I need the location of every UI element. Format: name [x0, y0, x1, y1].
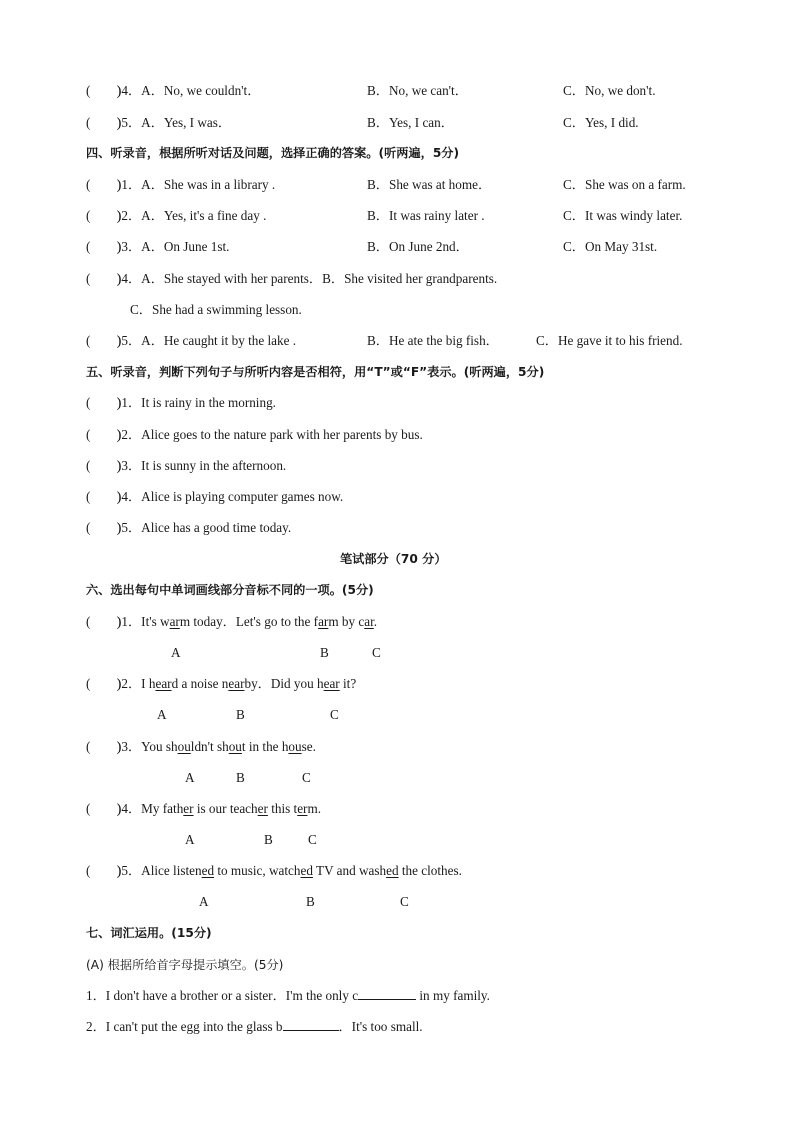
option-a: )4．A．No, we couldn't． [117, 83, 261, 98]
letter-c: C [302, 770, 311, 785]
sentence: )5．Alice listened to music, watched TV and washed the clothes. [117, 863, 462, 878]
section-heading: 五、听录音，判断下列句子与所听内容是否相符，用“T”或“F”表示。(听两遍，5分) [86, 365, 545, 379]
statement-text: )1．It is rainy in the morning. [117, 395, 276, 410]
option-a: )1．A．She was in a library . [117, 177, 276, 192]
question-row [0, 113, 794, 133]
statement-row [0, 456, 794, 476]
sentence: )2．I heard a noise nearby．Did you hear it? [117, 676, 357, 691]
option-b: B．No, we can't． [367, 83, 468, 98]
question-row-continued [0, 300, 794, 320]
question-row [0, 612, 794, 632]
question-row [0, 861, 794, 881]
sentence: )1．It's warm today．Let's go to the farm by car. [117, 614, 378, 629]
sentence: )3．You shouldn't shout in the house. [117, 739, 316, 754]
option-b: B．It was rainy later . [367, 208, 485, 223]
option-c: C．He gave it to his friend. [536, 333, 683, 348]
letter-a: A [171, 645, 181, 660]
letter-a: A [185, 770, 195, 785]
underlined-part: ear [155, 676, 172, 691]
option-b: B．He ate the big fish． [367, 333, 499, 348]
question-row [0, 175, 794, 195]
statement-row [0, 518, 794, 538]
answer-paren: ( ) [86, 239, 122, 254]
option-letters [0, 892, 794, 912]
option-letters [0, 768, 794, 788]
underlined-part: ar [169, 614, 180, 629]
question-row [0, 737, 794, 757]
option-c: C．Yes, I did. [563, 115, 639, 130]
statement-text: )5．Alice has a good time today. [117, 520, 292, 535]
option-a: )2．A．Yes, it's a fine day . [117, 208, 267, 223]
underlined-part: er [183, 801, 194, 816]
option-b: B．Yes, I can． [367, 115, 454, 130]
statement-row [0, 425, 794, 445]
option-c: C．She was on a farm. [563, 177, 686, 192]
section-heading: 七、词汇运用。(15分) [86, 926, 212, 940]
part-title-row [0, 549, 794, 569]
question-row [0, 674, 794, 694]
letter-a: A [157, 707, 167, 722]
answer-paren: ( ) [86, 395, 122, 410]
answer-paren: ( ) [86, 83, 122, 98]
sentence: )4．My father is our teacher this term. [117, 801, 322, 816]
underlined-part: ed [201, 863, 215, 878]
question-row [0, 206, 794, 226]
letter-a: A [199, 894, 209, 909]
letter-c: C [372, 645, 381, 660]
underlined-part: ar [318, 614, 329, 629]
question-row [0, 237, 794, 257]
answer-paren: ( ) [86, 801, 122, 816]
answer-blank[interactable] [283, 1018, 339, 1031]
question-row [0, 799, 794, 819]
answer-paren: ( ) [86, 739, 122, 754]
statement-text: )4．Alice is playing computer games now. [117, 489, 344, 504]
option-c: C．No, we don't. [563, 83, 656, 98]
fill-blank-sentence: 2．I can't put the egg into the glass b ．It's too small. [86, 1019, 423, 1034]
answer-paren: ( ) [86, 333, 122, 348]
fill-blank-row [0, 1017, 794, 1037]
section-heading: 四、听录音，根据所听对话及问题，选择正确的答案。(听两遍，5分) [86, 146, 460, 160]
answer-paren: ( ) [86, 676, 122, 691]
option-c: C．It was windy later. [563, 208, 683, 223]
underlined-part: ed [386, 863, 399, 878]
answer-paren: ( ) [86, 271, 122, 286]
option-c: C．She had a swimming lesson. [130, 302, 302, 317]
option-a: )5．A．He caught it by the lake . [117, 333, 297, 348]
answer-paren: ( ) [86, 208, 122, 223]
statement-row [0, 487, 794, 507]
option-ab: )4．A．She stayed with her parents．B．She visited her grandparents. [117, 271, 498, 286]
underlined-part: er [257, 801, 268, 816]
question-row [0, 331, 794, 351]
underlined-part: ear [228, 676, 245, 691]
underlined-part: ar [364, 614, 374, 629]
answer-paren: ( ) [86, 177, 122, 192]
letter-a: A [185, 832, 195, 847]
answer-paren: ( ) [86, 614, 122, 629]
section-heading: 六、选出每句中单词画线部分音标不同的一项。(5分) [86, 583, 374, 597]
letter-c: C [400, 894, 409, 909]
letter-b: B [264, 832, 273, 847]
answer-paren: ( ) [86, 489, 122, 504]
question-row [0, 269, 794, 289]
option-letters [0, 643, 794, 663]
answer-paren: ( ) [86, 863, 122, 878]
answer-paren: ( ) [86, 520, 122, 535]
underlined-part: er [297, 801, 308, 816]
subsection-heading: (A) 根据所给首字母提示填空。(5分) [86, 958, 284, 972]
answer-paren: ( ) [86, 427, 122, 442]
option-b: B．On June 2nd． [367, 239, 469, 254]
underlined-part: ou [288, 739, 302, 754]
underlined-part: ed [300, 863, 313, 878]
underlined-part: ou [177, 739, 191, 754]
answer-blank[interactable] [358, 987, 416, 1000]
answer-paren: ( ) [86, 458, 122, 473]
underlined-part: ear [323, 676, 340, 691]
answer-paren: ( ) [86, 115, 122, 130]
option-letters [0, 705, 794, 725]
letter-c: C [330, 707, 339, 722]
option-letters [0, 830, 794, 850]
question-row [0, 81, 794, 101]
statement-text: )2．Alice goes to the nature park with her parents by bus. [117, 427, 423, 442]
underlined-part: ou [228, 739, 242, 754]
option-a: )5．A．Yes, I was． [117, 115, 232, 130]
part-title: 笔试部分（70 分） [340, 552, 447, 566]
statement-row [0, 393, 794, 413]
option-b: B．She was at home． [367, 177, 492, 192]
fill-blank-sentence: 1．I don't have a brother or a sister．I'm the only c in my family. [86, 988, 490, 1003]
letter-c: C [308, 832, 317, 847]
letter-b: B [236, 770, 245, 785]
fill-blank-row [0, 986, 794, 1006]
letter-b: B [320, 645, 329, 660]
option-a: )3．A．On June 1st. [117, 239, 230, 254]
option-c: C．On May 31st. [563, 239, 658, 254]
statement-text: )3．It is sunny in the afternoon. [117, 458, 287, 473]
letter-b: B [236, 707, 245, 722]
letter-b: B [306, 894, 315, 909]
